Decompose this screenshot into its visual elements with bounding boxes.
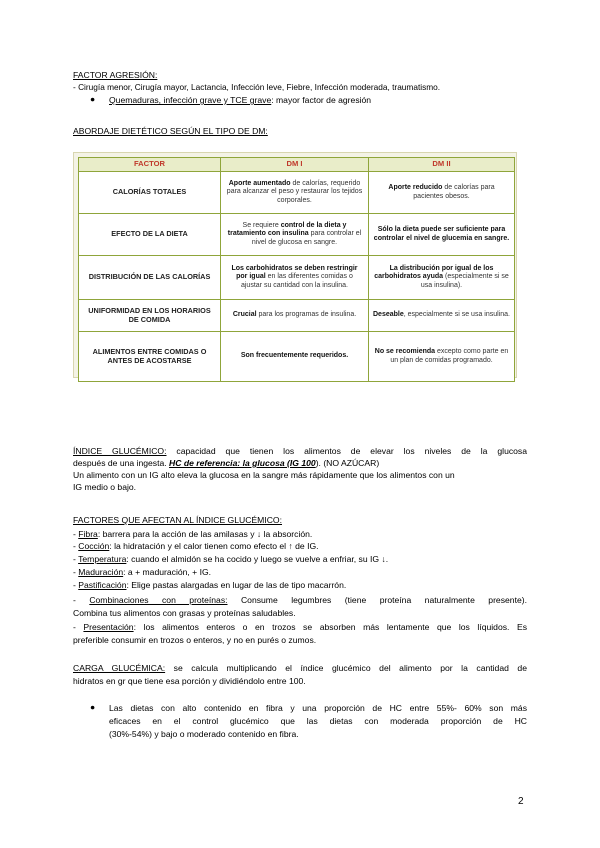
- table-row: [79, 172, 515, 214]
- factor-item-combinaciones: - Combinaciones con proteínas: Consume legumbres (tiene proteína naturalmente presente).: [73, 595, 527, 605]
- factor-item-coccion: - Cocción: la hidratación y el calor tienen como efecto el ↑ de IG.: [73, 541, 319, 551]
- bullet-dot: ●: [90, 702, 96, 712]
- factor-item-text: : los alimentos enteros o en trozos se absorben más lentamente que los líquidos. Es: [133, 622, 527, 632]
- table-cell-factor: ALIMENTOS ENTRE COMIDAS O ANTES DE ACOSTARSE: [79, 332, 221, 382]
- cell-text: de calorías para pacientes obesos.: [413, 184, 495, 200]
- cell-bold: Son frecuentemente requeridos.: [240, 352, 349, 360]
- table-cell-factor: CALORÍAS TOTALES: [79, 172, 221, 214]
- cell-bold: La distribución por igual de los carbohidratos ayuda: [374, 264, 494, 281]
- factor-item-temperatura: - Temperatura: cuando el almidón se ha cocido y luego se vuelve a enfriar, su IG ↓.: [73, 554, 389, 564]
- factor-agresion-bullet-underlined: Quemaduras, infección grave y TCE grave: [109, 95, 272, 105]
- carga-bullet-line1: Las dietas con alto contenido en fibra y una proporción de HC entre 55%- 60% son más: [109, 703, 527, 713]
- factor-item-text: : a + maduración, + IG.: [123, 567, 212, 577]
- table-row: [79, 256, 515, 300]
- factor-item-label: Maduración: [78, 567, 124, 577]
- table-header-dm2: DM II: [369, 158, 515, 172]
- factor-item-text: : Elige pastas alargadas en lugar de las de tipo macarrón.: [126, 580, 347, 590]
- table-row: [79, 214, 515, 256]
- factor-item-text: : cuando el almidón se ha cocido y luego se vuelve a enfriar, su IG ↓.: [126, 554, 389, 564]
- bullet-dot: ●: [90, 94, 96, 104]
- factor-agresion-list: - Cirugía menor, Cirugía mayor, Lactancia, Infección leve, Fiebre, Infección moderada, traumatismo.: [73, 82, 441, 92]
- table-cell-factor: DISTRIBUCIÓN DE LAS CALORÍAS: [79, 256, 221, 300]
- table-cell-dm1: [221, 300, 369, 332]
- diet-table-image: [73, 152, 517, 378]
- table-row: [79, 332, 515, 382]
- cell-bold: Aporte reducido: [388, 184, 443, 192]
- factor-item-pastificacion: - Pastificación: Elige pastas alargadas en lugar de las de tipo macarrón.: [73, 580, 347, 590]
- cell-text: de calorías, requerido para alcanzar el peso y restaurar los tejidos corporales.: [226, 179, 363, 204]
- table-cell-dm1: [221, 332, 369, 382]
- cell-bold: Los carbohidratos se deben restringir por igual: [231, 264, 358, 281]
- table-cell-dm2: [369, 256, 515, 300]
- table-cell-dm2: [369, 300, 515, 332]
- table-header-row: [79, 158, 515, 172]
- factor-item-label: Combinaciones con proteínas:: [89, 595, 228, 605]
- factor-item-text: : la hidratación y el calor tienen como efecto el ↑ de IG.: [109, 541, 319, 551]
- cell-bold: No se recomienda: [374, 348, 436, 356]
- factor-item-label: Fibra: [78, 529, 98, 539]
- table-cell-factor: EFECTO DE LA DIETA: [79, 214, 221, 256]
- cell-text: , especialmente si se usa insulina.: [403, 311, 510, 319]
- indice-line2: [73, 457, 379, 469]
- cell-bold: Crucial: [232, 311, 257, 319]
- factor-item-label: Cocción: [78, 541, 110, 551]
- cell-bold: Deseable: [373, 311, 404, 319]
- indice-line1: [73, 445, 527, 457]
- indice-reference: HC de referencia: la glucosa (IG 100: [169, 458, 316, 468]
- indice-line3: Un alimento con un IG alto eleva la glucosa en la sangre más rápidamente que los alimentos con un: [73, 470, 455, 480]
- indice-line1-rest: capacidad que tienen los alimentos de elevar los niveles de la glucosa: [166, 446, 527, 456]
- factor-item-label: Pastificación: [78, 580, 127, 590]
- indice-line4: IG medio o bajo.: [73, 482, 137, 492]
- factor-item-text: Consume legumbres (tiene proteína naturalmente presente).: [227, 595, 527, 605]
- factor-agresion-heading: FACTOR AGRESIÓN:: [73, 70, 158, 80]
- carga-line2: hidratos en gr que tiene esa porción y dividiéndolo entre 100.: [73, 676, 306, 686]
- table-cell-dm1: [221, 214, 369, 256]
- table-header-dm1: DM I: [221, 158, 369, 172]
- table-cell-dm2: [369, 172, 515, 214]
- factor-item-text: : barrera para la acción de las amilasas y ↓ la absorción.: [97, 529, 313, 539]
- factor-agresion-bullet-rest: : mayor factor de agresión: [271, 95, 372, 105]
- indice-heading: ÍNDICE GLUCÉMICO:: [73, 446, 167, 456]
- table-row: [79, 300, 515, 332]
- factores-heading: FACTORES QUE AFECTAN AL ÍNDICE GLUCÉMICO:: [73, 515, 282, 525]
- factor-item-presentacion: - Presentación: los alimentos enteros o en trozos se absorben más lentamente que los líquidos. Es: [73, 622, 527, 632]
- cell-text: (especialmente si se usa insulina).: [420, 273, 509, 289]
- carga-bullet-line3: (30%-54%) y bajo o moderado contenido en fibra.: [109, 729, 299, 739]
- page-number: 2: [518, 796, 524, 807]
- abordaje-heading: ABORDAJE DIETÉTICO SEGÚN EL TIPO DE DM:: [73, 126, 268, 136]
- carga-heading: CARGA GLUCÉMICA:: [73, 663, 166, 673]
- cell-text: en las diferentes comidas o ajustar su cantidad con la insulina.: [240, 273, 353, 289]
- table-cell-dm1: [221, 172, 369, 214]
- table-cell-dm2: [369, 332, 515, 382]
- indice-line2-post: ). (NO AZÚCAR): [315, 458, 380, 468]
- table-header-factor: FACTOR: [79, 158, 221, 172]
- factor-item-maduracion: - Maduración: a + maduración, + IG.: [73, 567, 212, 577]
- factor-item-label: Presentación: [83, 622, 134, 632]
- carga-line1-rest: se calcula multiplicando el índice glucémico del alimento por la cantidad de: [165, 663, 527, 673]
- cell-text: para los programas de insulina.: [256, 311, 357, 319]
- table-cell-dm1: [221, 256, 369, 300]
- combina-line: Combina tus alimentos con grasas y proteínas saludables.: [73, 608, 296, 618]
- factor-agresion-bullet: [109, 94, 371, 106]
- cell-bold: control de la dieta y tratamiento con insulina: [227, 221, 347, 238]
- presentacion-line2: preferible consumir en trozos o enteros, y no en purés o zumos.: [73, 635, 317, 645]
- factor-item-label: Temperatura: [78, 554, 127, 564]
- carga-bullet-line2: eficaces en el control glucémico que las dietas con moderada proporción de HC: [109, 716, 527, 726]
- diet-table: [78, 157, 515, 382]
- indice-line2-pre: después de una ingesta.: [73, 458, 170, 468]
- table-cell-dm2: [369, 214, 515, 256]
- cell-bold: Sólo la dieta puede ser suficiente para controlar el nivel de glucemia en sangre.: [373, 226, 510, 242]
- carga-line1: [73, 662, 527, 674]
- cell-text: Se requiere: [242, 221, 281, 229]
- table-cell-factor: UNIFORMIDAD EN LOS HORARIOS DE COMIDA: [79, 300, 221, 332]
- factor-item-fibra: - Fibra: barrera para la acción de las amilasas y ↓ la absorción.: [73, 529, 313, 539]
- cell-bold: Aporte aumentado: [228, 179, 291, 187]
- cell-text: para controlar el nivel de glucosa en sangre.: [251, 230, 362, 246]
- cell-text: excepto como parte en un plan de comidas programado.: [390, 348, 509, 364]
